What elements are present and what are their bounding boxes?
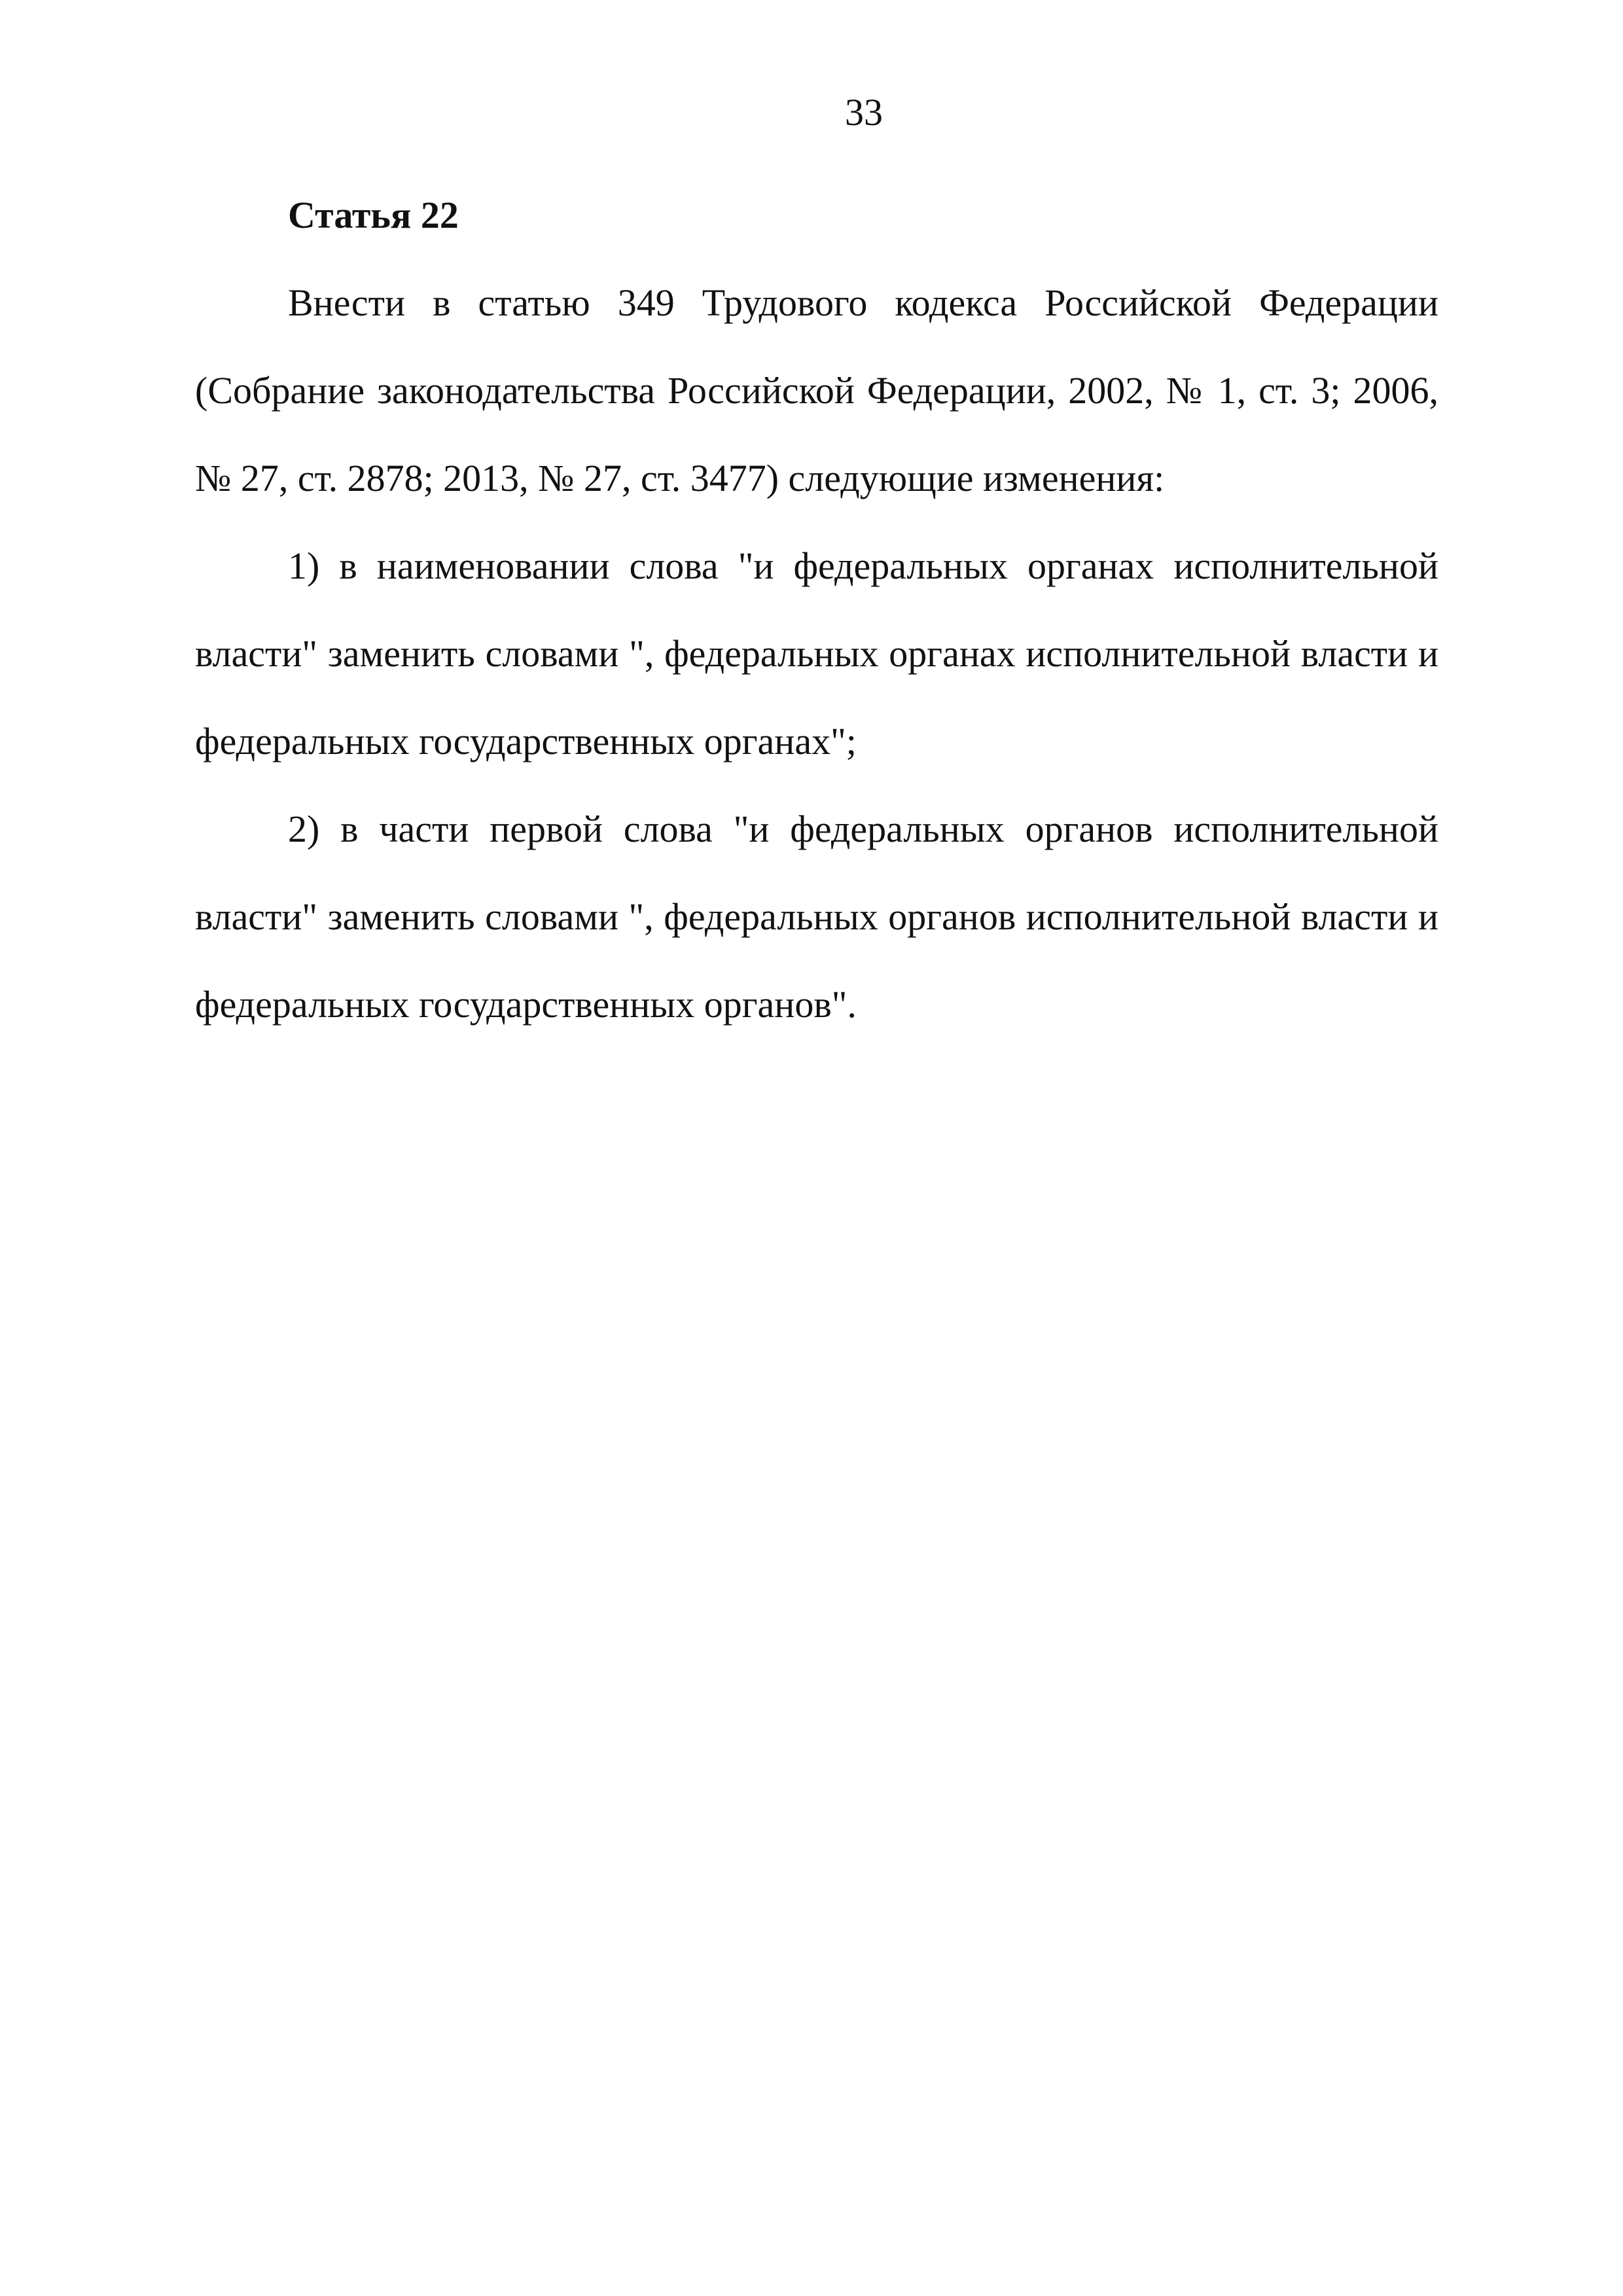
article-paragraph-item-1: 1) в наименовании слова "и федеральных органах исполнительной власти" заменить словами ", федеральных органах исполнительной власти и федеральных государственных органах"; [195,545,1438,762]
article-paragraph-item-2: 2) в части первой слова "и федеральных органов исполнительной власти" заменить словами ", федеральных органов исполнительной власти и федеральных государственных органов". [195,808,1438,1026]
article-body [195,171,1438,1049]
page-number: 33 [845,91,883,134]
article-paragraph-intro: Внести в статью 349 Трудового кодекса Российской Федерации (Собрание законодательства Российской Федерации, 2002, № 1, ст. 3; 2006, № 27, ст. 2878; 2013, № 27, ст. 3477) следующие изменения: [195,281,1438,499]
article-title: Статья 22 [288,194,459,236]
